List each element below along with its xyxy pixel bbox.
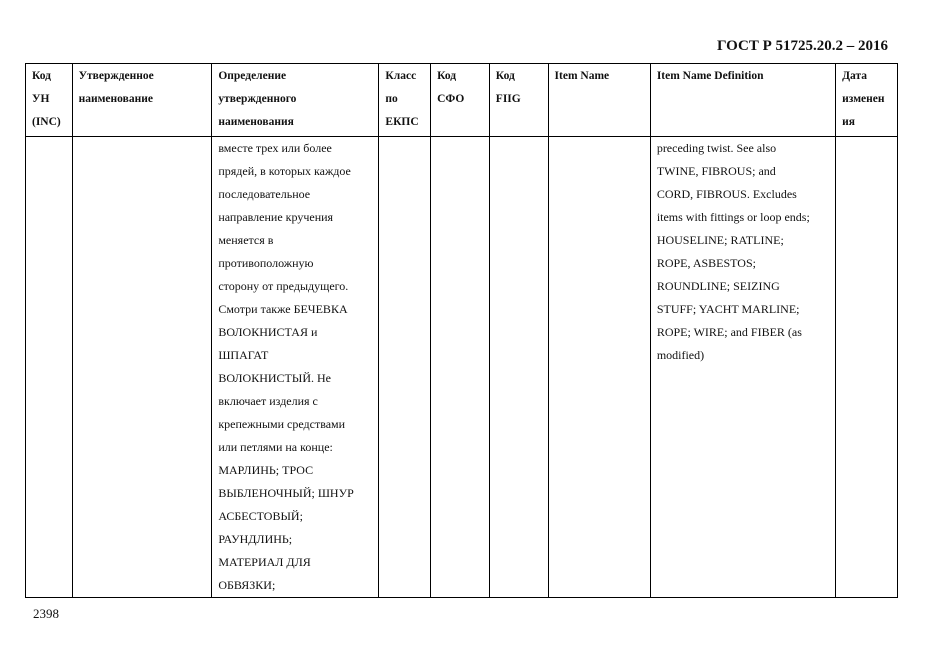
definition-en-line: ROUNDLINE; SEIZING: [656, 279, 780, 293]
column-header-inc: [26, 64, 73, 137]
definition-en-line: CORD, FIBROUS. Excludes: [656, 187, 797, 201]
definition-ru-line: прядей, в которых каждое: [218, 164, 351, 178]
definition-en-line: HOUSELINE; RATLINE;: [656, 233, 784, 247]
header-line: FIIG: [495, 93, 521, 105]
definition-ru-line: РАУНДЛИНЬ;: [218, 532, 293, 546]
cell-item-name: [548, 137, 650, 598]
column-header-change-date: [836, 64, 898, 137]
header-line: наименование: [78, 93, 153, 105]
header-line: Код: [32, 70, 52, 82]
definition-en-line: ROPE; WIRE; and FIBER (as: [656, 325, 802, 339]
header-line: Item Name: [554, 70, 610, 82]
column-header-class: [379, 64, 431, 137]
cell-class: [379, 137, 431, 598]
definition-ru-line: МАРЛИНЬ; ТРОС: [218, 463, 314, 477]
header-line: СФО: [437, 93, 465, 105]
column-header-item-name-definition: [650, 64, 835, 137]
page-number: 2398: [33, 606, 59, 621]
table-row: [26, 137, 898, 598]
header-line: Код: [437, 70, 457, 82]
header-line: Определение: [218, 70, 287, 82]
header-line: Класс: [385, 70, 417, 82]
definition-ru-line: ВОЛОКНИСТАЯ и: [218, 325, 318, 339]
definition-en-line: ROPE, ASBESTOS;: [656, 256, 756, 270]
header-line: УН: [32, 93, 50, 105]
definition-ru-line: крепежными средствами: [218, 417, 346, 431]
column-header-approved-name: [72, 64, 212, 137]
definition-ru-line: ОБВЯЗКИ;: [218, 578, 276, 592]
definition-ru-line: вместе трех или более: [218, 141, 332, 155]
column-header-fiig-code: [489, 64, 548, 137]
header-line: Утвержденное: [78, 70, 154, 82]
cell-approved-name: [72, 137, 212, 598]
cell-definition-en: [650, 137, 835, 598]
column-header-item-name: [548, 64, 650, 137]
definition-ru-line: включает изделия с: [218, 394, 318, 408]
definition-ru-line: ШПАГАТ: [218, 348, 269, 362]
definition-ru-line: направление кручения: [218, 210, 334, 224]
definition-ru-line: или петлями на конце:: [218, 440, 333, 454]
definition-ru-line: меняется в: [218, 233, 274, 247]
cell-fiig-code: [489, 137, 548, 598]
header-line: ия: [842, 116, 855, 128]
definition-en-line: preceding twist. See also: [656, 141, 777, 155]
definition-ru-line: Смотри также БЕЧЕВКА: [218, 302, 348, 316]
header-line: Дата: [842, 70, 868, 82]
column-header-definition-ru: [212, 64, 379, 137]
definition-en-line: items with fittings or loop ends;: [656, 210, 810, 224]
definition-en-line: STUFF; YACHT MARLINE;: [656, 302, 800, 316]
header-line: по: [385, 93, 398, 105]
document-header: ГОСТ Р 51725.20.2 – 2016: [716, 38, 888, 54]
definition-ru-line: ВОЛОКНИСТЫЙ. Не: [218, 371, 331, 385]
header-line: утвержденного: [218, 93, 297, 105]
cell-definition-ru: [212, 137, 379, 598]
definition-ru-line: сторону от предыдущего.: [218, 279, 349, 293]
cell-inc: [26, 137, 73, 598]
header-line: ЕКПС: [385, 116, 419, 128]
header-line: (INC): [32, 116, 61, 128]
header-line: Код: [495, 70, 515, 82]
definition-ru-line: ВЫБЛЕНОЧНЫЙ; ШНУР: [218, 486, 354, 500]
header-line: наименования: [218, 116, 294, 128]
definition-ru-line: последовательное: [218, 187, 311, 201]
definition-en-line: TWINE, FIBROUS; and: [656, 164, 776, 178]
item-name-table: [25, 63, 898, 598]
cell-change-date: [836, 137, 898, 598]
header-line: Item Name Definition: [656, 70, 764, 82]
definition-ru-line: АСБЕСТОВЫЙ;: [218, 509, 303, 523]
column-header-sfo-code: [431, 64, 490, 137]
cell-sfo-code: [431, 137, 490, 598]
definition-en-line: modified): [656, 348, 705, 362]
definition-ru-line: МАТЕРИАЛ ДЛЯ: [218, 555, 311, 569]
definition-ru-line: противоположную: [218, 256, 314, 270]
table-header-row: [26, 64, 898, 137]
header-line: изменен: [842, 93, 885, 105]
